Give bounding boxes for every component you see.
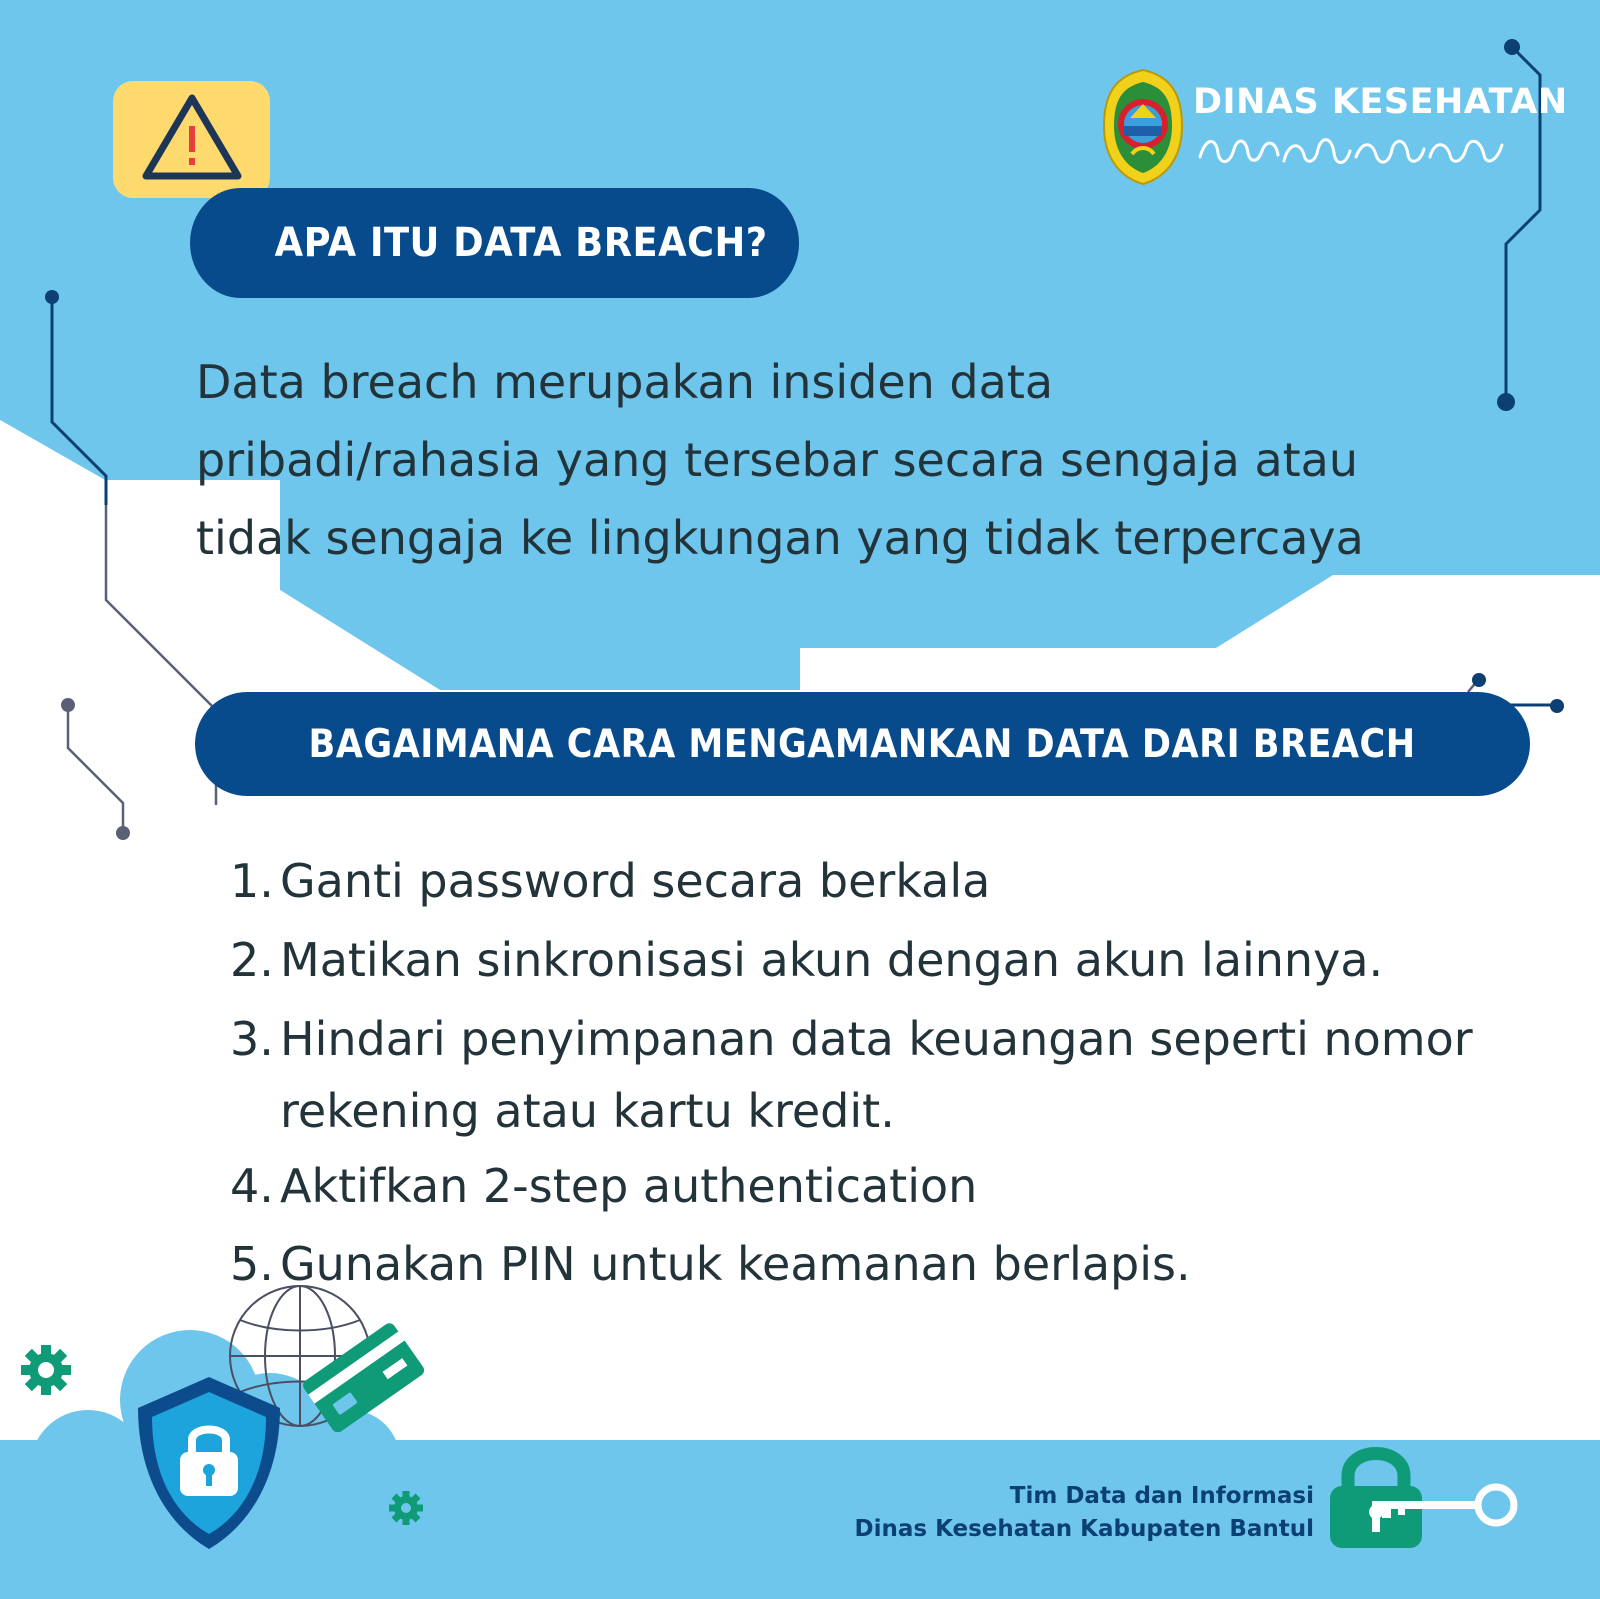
credit-card-icon bbox=[298, 1322, 428, 1432]
list-number: 1. bbox=[230, 854, 274, 908]
list-number: 5. bbox=[230, 1237, 274, 1291]
footer-line-agency: Dinas Kesehatan Kabupaten Bantul bbox=[854, 1516, 1314, 1542]
org-name: DINAS KESEHATAN bbox=[1193, 82, 1568, 122]
list-text: Aktifkan 2-step authentication bbox=[280, 1159, 978, 1213]
list-number: 2. bbox=[230, 933, 274, 987]
list-text: Ganti password secara berkala bbox=[280, 854, 991, 908]
definition-line: Data breach merupakan insiden data bbox=[196, 355, 1054, 409]
gear-icon bbox=[20, 1344, 72, 1396]
list-item bbox=[230, 1150, 977, 1222]
definition-paragraph bbox=[196, 343, 1536, 577]
gear-icon bbox=[388, 1490, 424, 1526]
list-text-continuation: rekening atau kartu kredit. bbox=[280, 1084, 895, 1138]
list-number: 4. bbox=[230, 1159, 274, 1213]
javanese-script-tagline bbox=[1196, 127, 1512, 175]
list-number: 3. bbox=[230, 1012, 274, 1066]
shield-lock-icon bbox=[134, 1374, 284, 1552]
key-icon bbox=[1368, 1482, 1520, 1532]
list-text: Matikan sinkronisasi akun dengan akun lainnya. bbox=[280, 933, 1384, 987]
definition-line: tidak sengaja ke lingkungan yang tidak terpercaya bbox=[196, 511, 1364, 565]
list-text: Gunakan PIN untuk keamanan berlapis. bbox=[280, 1237, 1191, 1291]
warning-triangle-icon bbox=[170, 95, 216, 177]
list-item bbox=[230, 924, 1383, 996]
dinkes-logo-icon bbox=[1100, 68, 1186, 186]
footer-line-team: Tim Data dan Informasi bbox=[1009, 1483, 1314, 1509]
list-item bbox=[230, 1003, 1473, 1147]
list-text: Hindari penyimpanan data keuangan seperti nomor bbox=[280, 1012, 1473, 1066]
section-title-what-is-data-breach: APA ITU DATA BREACH? bbox=[190, 188, 799, 298]
list-item bbox=[230, 845, 990, 917]
footer-credit bbox=[855, 1480, 1314, 1546]
section-title-how-to-secure-data bbox=[195, 692, 1530, 796]
definition-line: pribadi/rahasia yang tersebar secara sengaja atau bbox=[196, 433, 1359, 487]
section-title-text: BAGAIMANA CARA MENGAMANKAN DATA DARI BREACH bbox=[308, 721, 1417, 767]
